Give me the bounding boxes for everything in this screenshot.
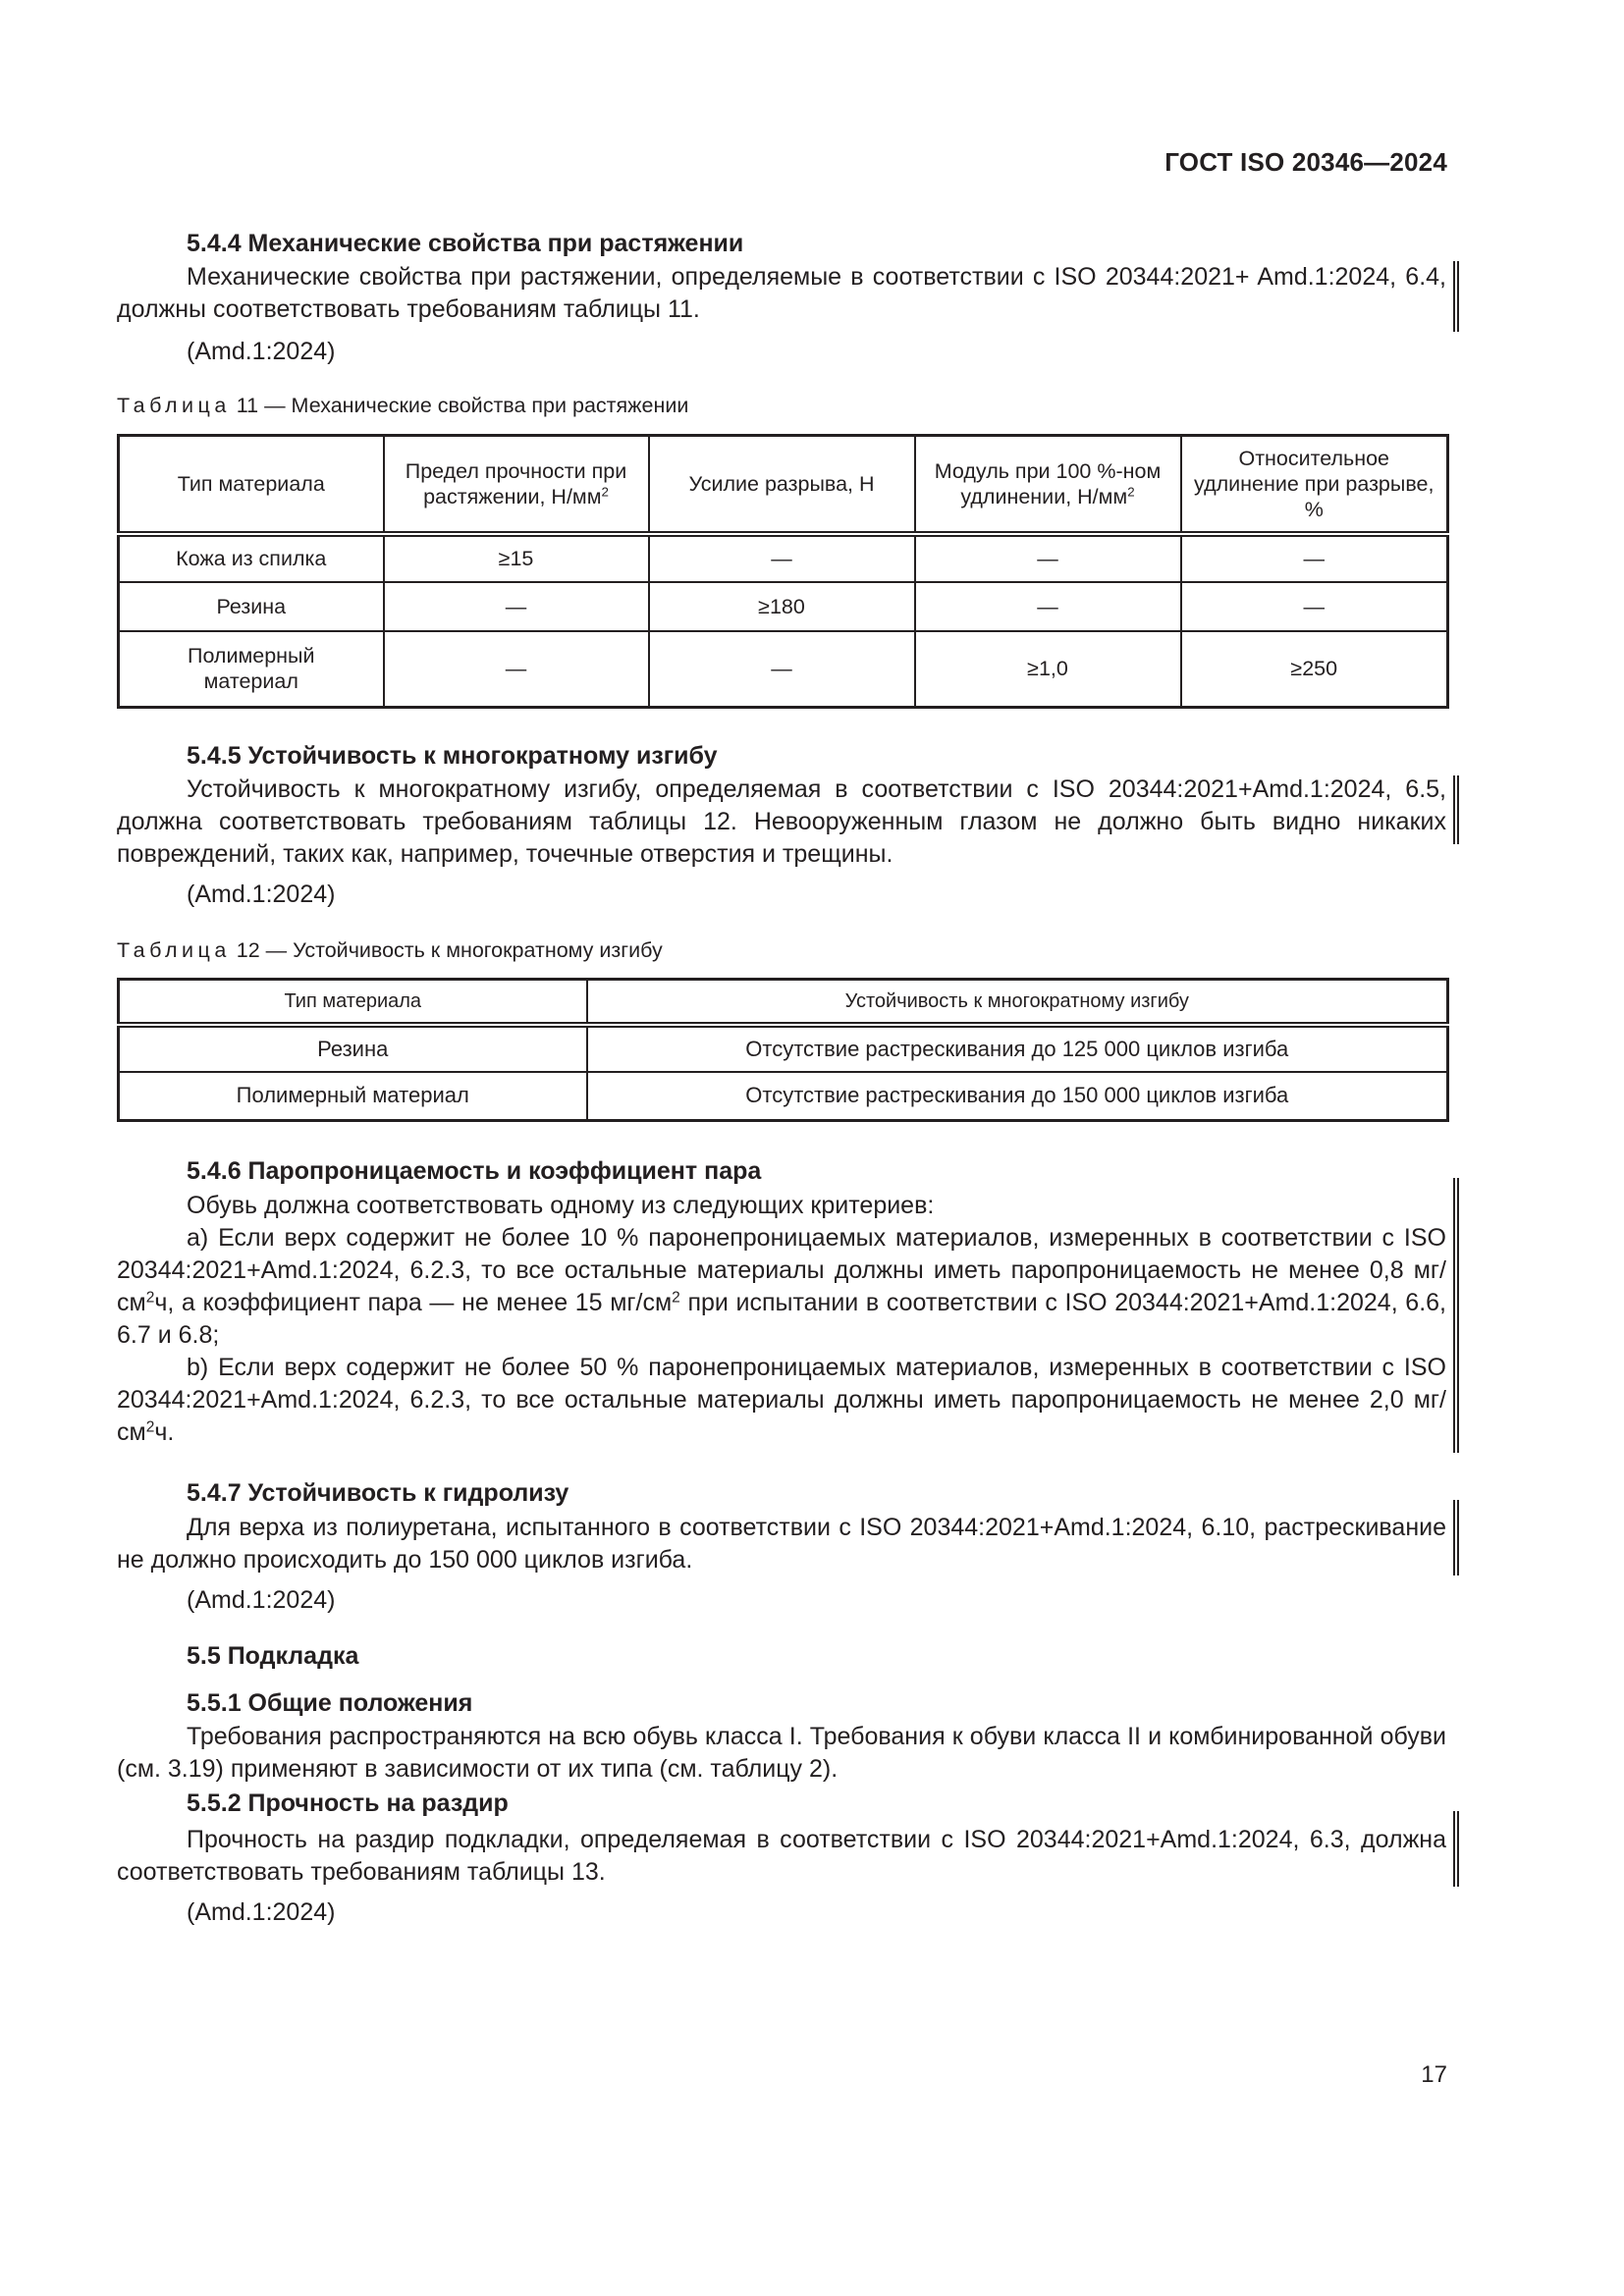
amendment-note: (Amd.1:2024) <box>187 1898 336 1926</box>
section-paragraph-5-4-5: Устойчивость к многократному изгибу, определяемая в соответствии с ISO 20344:2021+Amd.1:2024, 6.5, должна соответствовать требованиям таблицы 12. Невооруженным глазом не должно быть видно никаких повреждений, таких как, например, точечные отверстия и трещины. <box>117 775 1446 868</box>
amendment-note: (Amd.1:2024) <box>187 881 336 908</box>
table-cell: — <box>915 582 1181 631</box>
table-cell: Полимерный материал <box>119 1072 587 1121</box>
section-heading-5-4-7: 5.4.7 Устойчивость к гидролизу <box>187 1479 569 1507</box>
section-heading-5-4-4: 5.4.4 Механические свойства при растяжении <box>187 230 744 257</box>
section-heading-5-4-6: 5.4.6 Паропроницаемость и коэффициент пара <box>187 1157 762 1185</box>
table-cell: ≥180 <box>649 582 915 631</box>
column-header: Тип материала <box>119 436 384 534</box>
page-number: 17 <box>1421 2061 1447 2088</box>
table-caption-label: Таблица <box>117 394 231 417</box>
section-paragraph-5-4-4: Механические свойства при растяжении, определяемые в соответствии с ISO 20344:2021+ Amd.1:2024, 6.4, должны соответствовать требованиям таблицы 11. <box>117 263 1446 323</box>
table-caption-label: Таблица <box>117 938 231 962</box>
document-code: ГОСТ ISO 20346—2024 <box>1164 147 1447 177</box>
column-header: Модуль при 100 %-ном удлинении, $Н/мм^2$ <box>915 436 1181 534</box>
table-cell: Отсутствие растрескивания до 125 000 циклов изгиба <box>587 1025 1448 1072</box>
section-heading-5-5: 5.5 Подкладка <box>187 1642 359 1670</box>
section-intro-5-4-6: Обувь должна соответствовать одному из следующих критериев: <box>187 1192 935 1219</box>
table-cell: — <box>649 534 915 582</box>
section-heading-5-4-5: 5.4.5 Устойчивость к многократному изгибу <box>187 742 718 770</box>
section-paragraph-5-4-7: Для верха из полиуретана, испытанного в соответствии с ISO 20344:2021+Amd.1:2024, 6.10, растрескивание не должно происходить до 150 000 циклов изгиба. <box>117 1514 1446 1574</box>
table-cell: Резина <box>119 582 384 631</box>
amendment-note: (Amd.1:2024) <box>187 338 336 365</box>
column-header: Устойчивость к многократному изгибу <box>587 980 1448 1025</box>
column-header: Тип материала <box>119 980 587 1025</box>
table-cell: Резина <box>119 1025 587 1072</box>
table-cell: — <box>649 631 915 708</box>
table-cell: ≥15 <box>384 534 649 582</box>
table-caption-text: 11 — Механические свойства при растяжении <box>230 394 689 417</box>
table-row <box>119 582 1448 631</box>
criterion-a: а) Если верх содержит не более 10 % паронепроницаемых материалов, измеренных в соответствии с ISO 20344:2021+Amd.1:2024, 6.2.3, то все остальные материалы должны иметь паропроницаемость не менее 0,8 $мг/см^2ч$, а коэффициент пара — не менее 15 $мг/см^2$ при испытании в соответствии с ISO 20344:2021+Amd.1:2024, 6.6, 6.7 и 6.8; <box>117 1224 1447 1349</box>
table-cell: — <box>384 631 649 708</box>
column-header: Усилие разрыва, Н <box>649 436 915 534</box>
section-paragraph-5-5-2: Прочность на раздир подкладки, определяемая в соответствии с ISO 20344:2021+Amd.1:2024, 6.3, должна соответствовать требованиям таблицы 13. <box>117 1826 1446 1886</box>
table-cell: — <box>915 534 1181 582</box>
table-cell: — <box>1181 582 1448 631</box>
table-cell: — <box>1181 534 1448 582</box>
section-paragraph-5-5-1: Требования распространяются на всю обувь класса I. Требования к обуви класса II и комбинированной обуви (см. 3.19) применяют в зависимости от их типа (см. таблицу 2). <box>117 1723 1446 1783</box>
table-cell: Полимерный материал <box>119 631 384 708</box>
table-row <box>119 534 1448 582</box>
table-12 <box>117 978 1449 1122</box>
table-row <box>119 631 1448 708</box>
change-bar <box>1453 1178 1459 1453</box>
table-caption-text: 12 — Устойчивость к многократному изгибу <box>230 938 663 962</box>
change-bar <box>1453 1500 1459 1575</box>
section-heading-5-5-2: 5.5.2 Прочность на раздир <box>187 1789 509 1817</box>
table-header-row <box>119 436 1448 534</box>
table-row <box>119 1025 1448 1072</box>
change-bar <box>1453 1811 1459 1887</box>
table-11 <box>117 434 1449 709</box>
table-cell: — <box>384 582 649 631</box>
table-12-caption <box>117 937 1446 963</box>
table-cell: Отсутствие растрескивания до 150 000 циклов изгиба <box>587 1072 1448 1121</box>
section-heading-5-5-1: 5.5.1 Общие положения <box>187 1689 473 1717</box>
table-cell: Кожа из спилка <box>119 534 384 582</box>
change-bar <box>1453 775 1459 844</box>
table-11-caption <box>117 393 1446 418</box>
amendment-note: (Amd.1:2024) <box>187 1586 336 1614</box>
table-cell: ≥250 <box>1181 631 1448 708</box>
table-row <box>119 1072 1448 1121</box>
column-header: Предел прочности при растяжении, $Н/мм^2$ <box>384 436 649 534</box>
table-cell: ≥1,0 <box>915 631 1181 708</box>
column-header: Относительное удлинение при разрыве, % <box>1181 436 1448 534</box>
table-header-row <box>119 980 1448 1025</box>
criterion-b: b) Если верх содержит не более 50 % паронепроницаемых материалов, измеренных в соответствии с ISO 20344:2021+Amd.1:2024, 6.2.3, то все остальные материалы должны иметь паропроницаемость не менее 2,0 $мг/см^2ч$. <box>117 1354 1446 1446</box>
change-bar <box>1453 261 1459 332</box>
